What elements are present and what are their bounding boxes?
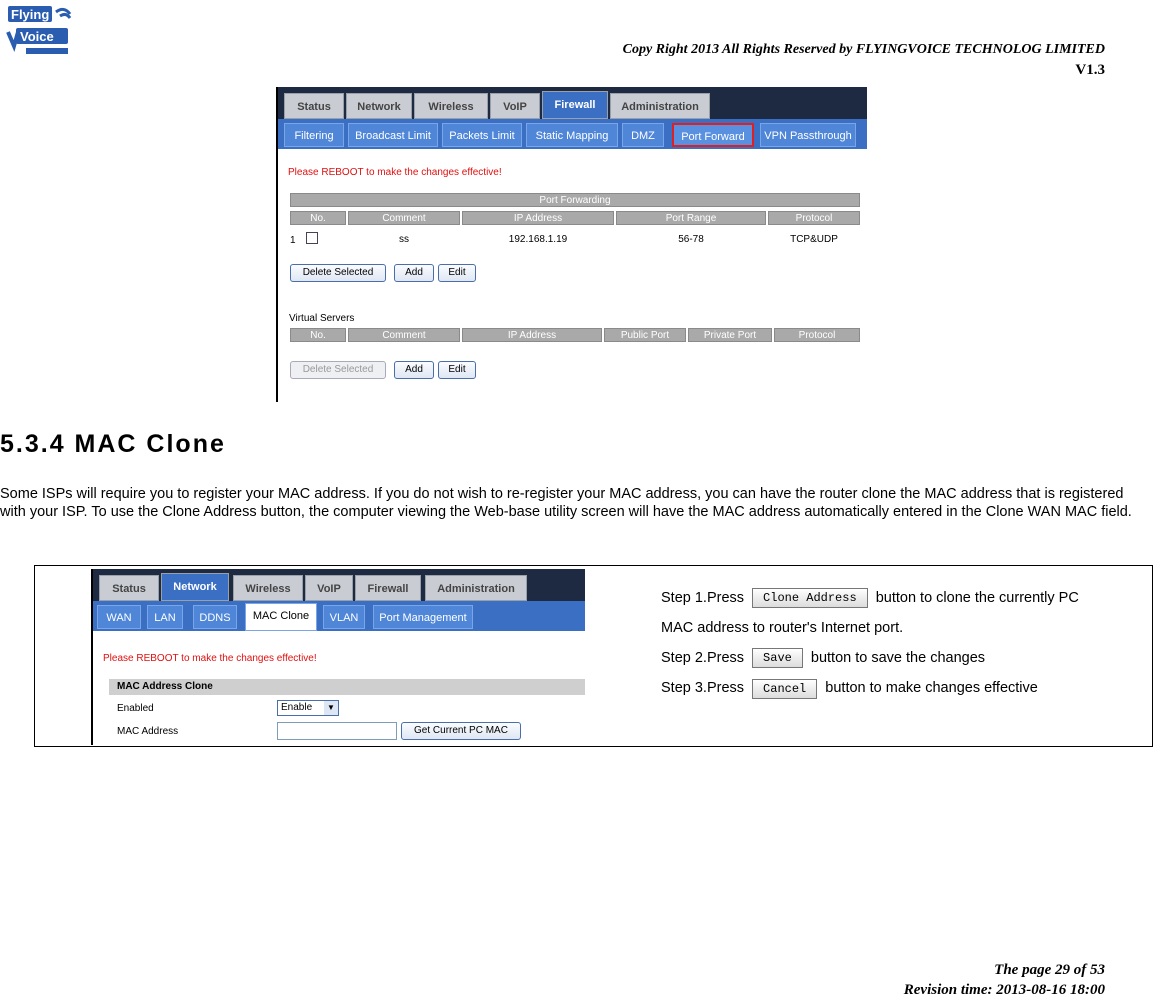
- reboot-notice: Please REBOOT to make the changes effective!: [103, 653, 317, 664]
- col-ip-address: IP Address: [462, 211, 614, 225]
- main-tab-bar: [93, 569, 585, 601]
- sub-tab-bar: [93, 601, 585, 631]
- page-number: The page 29 of 53: [994, 962, 1105, 978]
- step-1-suffix: button to clone the currently PC: [875, 590, 1079, 606]
- chevron-down-icon: ▼: [324, 701, 338, 715]
- subtab-ddns[interactable]: DDNS: [193, 605, 237, 629]
- tab-wireless[interactable]: Wireless: [414, 93, 488, 119]
- step-2-prefix: Step 2.Press: [661, 650, 745, 667]
- subtab-dmz[interactable]: DMZ: [622, 123, 664, 147]
- tab-voip[interactable]: VoIP: [305, 575, 353, 601]
- step-3-prefix: Step 3.Press: [661, 680, 745, 697]
- col-port-range: Port Range: [616, 211, 766, 225]
- get-current-pc-mac-button[interactable]: Get Current PC MAC: [401, 722, 521, 740]
- step-1-prefix: Step 1.Press: [661, 590, 745, 606]
- enabled-select[interactable]: [277, 700, 339, 716]
- subtab-vpn-passthrough[interactable]: VPN Passthrough: [760, 123, 856, 147]
- subtab-mac-clone[interactable]: MAC Clone: [245, 603, 317, 631]
- vs-delete-selected-button[interactable]: Delete Selected: [290, 361, 386, 379]
- tab-status[interactable]: Status: [284, 93, 344, 119]
- vs-col-ip-address: IP Address: [462, 328, 602, 342]
- step-2: [661, 648, 1141, 668]
- row-ip: 192.168.1.19: [508, 234, 568, 245]
- mac-address-input[interactable]: [277, 722, 397, 740]
- vs-col-comment: Comment: [348, 328, 460, 342]
- mac-clone-table: [34, 565, 1153, 747]
- version-label: V1.3: [1075, 62, 1105, 78]
- mac-address-label: MAC Address: [117, 726, 179, 737]
- vs-col-private-port: Private Port: [688, 328, 772, 342]
- edit-button[interactable]: Edit: [438, 264, 476, 282]
- col-comment: Comment: [348, 211, 460, 225]
- subtab-vlan[interactable]: VLAN: [323, 605, 365, 629]
- reboot-notice: Please REBOOT to make the changes effective!: [288, 167, 502, 178]
- tab-firewall[interactable]: Firewall: [355, 575, 421, 601]
- port-forward-screenshot: [276, 87, 867, 402]
- port-forwarding-title: Port Forwarding: [290, 193, 860, 207]
- sub-tab-bar: [278, 119, 867, 149]
- subtab-packets-limit[interactable]: Packets Limit: [442, 123, 522, 147]
- row-no: 1: [290, 235, 296, 246]
- revision-time: Revision time: 2013-08-16 18:00: [903, 982, 1105, 998]
- step-1-line2: MAC address to router's Internet port.: [661, 620, 904, 637]
- tab-firewall[interactable]: Firewall: [542, 91, 608, 119]
- vs-add-button[interactable]: Add: [394, 361, 434, 379]
- mac-address-clone-header: MAC Address Clone: [109, 679, 585, 695]
- vs-col-no: No.: [290, 328, 346, 342]
- step-3-suffix: button to make changes effective: [825, 680, 1038, 697]
- step-3: [661, 678, 1141, 698]
- flyingvoice-logo: [6, 2, 76, 58]
- add-button[interactable]: Add: [394, 264, 434, 282]
- tab-voip[interactable]: VoIP: [490, 93, 540, 119]
- steps-text: [661, 588, 1141, 709]
- col-protocol: Protocol: [768, 211, 860, 225]
- subtab-broadcast-limit[interactable]: Broadcast Limit: [348, 123, 438, 147]
- save-button[interactable]: Save: [752, 648, 803, 668]
- subtab-lan[interactable]: LAN: [147, 605, 183, 629]
- tab-status[interactable]: Status: [99, 575, 159, 601]
- section-paragraph: Some ISPs will require you to register your MAC address. If you do not wish to re-register your MAC address, you can have the router clone the MAC address that is registered with your ISP. To use the Clone Address button, the computer viewing the Web-base utility screen will have the MAC address automatically entered in the Clone WAN MAC field.: [0, 486, 1132, 520]
- tab-network[interactable]: Network: [161, 573, 229, 601]
- cancel-button[interactable]: Cancel: [752, 679, 817, 699]
- mac-clone-screenshot: [91, 569, 585, 745]
- enabled-select-value: Enable: [281, 702, 313, 713]
- subtab-filtering[interactable]: Filtering: [284, 123, 344, 147]
- tab-wireless[interactable]: Wireless: [233, 575, 303, 601]
- subtab-wan[interactable]: WAN: [97, 605, 141, 629]
- row-port-range: 56-78: [678, 234, 704, 245]
- virtual-servers-label: Virtual Servers: [289, 313, 355, 324]
- enabled-label: Enabled: [117, 703, 154, 714]
- tab-administration[interactable]: Administration: [610, 93, 710, 119]
- logo-text-voice: Voice: [20, 29, 54, 44]
- step-2-suffix: button to save the changes: [810, 650, 986, 667]
- section-title: 5.3.4 MAC Clone: [0, 430, 226, 458]
- vs-col-public-port: Public Port: [604, 328, 686, 342]
- tab-administration[interactable]: Administration: [425, 575, 527, 601]
- clone-address-button[interactable]: Clone Address: [752, 588, 868, 608]
- subtab-port-management[interactable]: Port Management: [373, 605, 473, 629]
- logo-text-flying: Flying: [11, 7, 50, 22]
- subtab-port-forward[interactable]: Port Forward: [672, 123, 754, 147]
- subtab-static-mapping[interactable]: Static Mapping: [526, 123, 618, 147]
- row-protocol: TCP&UDP: [790, 234, 838, 245]
- main-tab-bar: [278, 87, 867, 119]
- vs-edit-button[interactable]: Edit: [438, 361, 476, 379]
- vs-col-protocol: Protocol: [774, 328, 860, 342]
- col-no: No.: [290, 211, 346, 225]
- step-1: [661, 588, 1141, 608]
- copyright-notice: Copy Right 2013 All Rights Reserved by FLYINGVOICE TECHNOLOG LIMITED: [622, 42, 1105, 57]
- row-checkbox[interactable]: [306, 232, 318, 244]
- tab-network[interactable]: Network: [346, 93, 412, 119]
- row-comment: ss: [399, 234, 409, 245]
- delete-selected-button[interactable]: Delete Selected: [290, 264, 386, 282]
